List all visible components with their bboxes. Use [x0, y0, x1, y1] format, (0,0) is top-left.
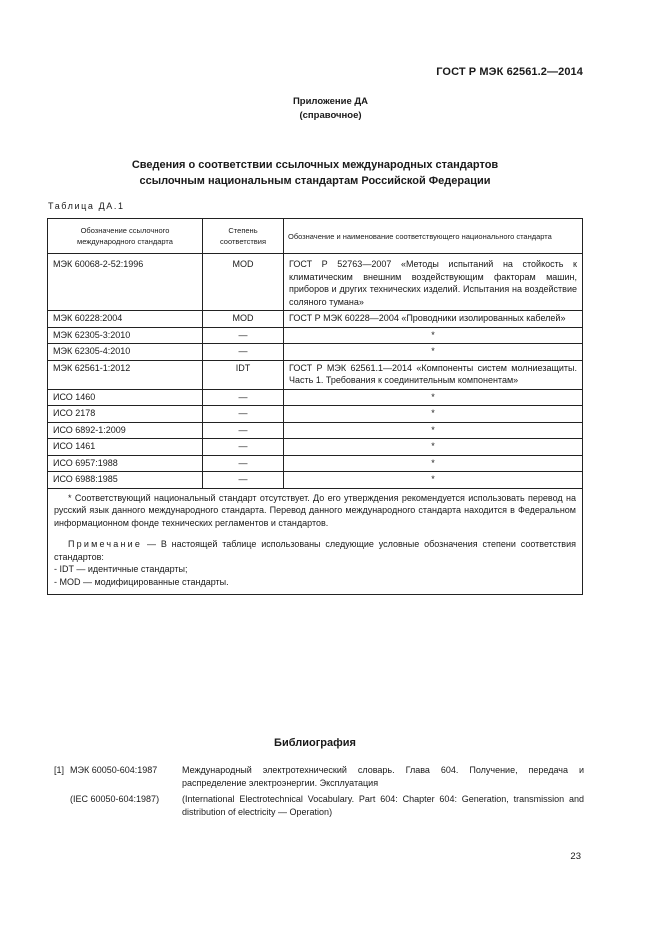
cell-national: *	[284, 406, 583, 423]
cell-degree: MOD	[203, 311, 284, 328]
cell-reference: ИСО 6957:1988	[48, 455, 203, 472]
table-row	[48, 254, 583, 311]
entry-code: МЭК 60050-604:1987	[70, 765, 158, 775]
note-item-idt: - IDT — идентичные стандарты;	[54, 564, 188, 574]
cell-reference: МЭК 60228:2004	[48, 311, 203, 328]
column-header-national: Обозначение и наименование соответствующего национального стандарта	[284, 219, 583, 254]
cell-degree: —	[203, 327, 284, 344]
cell-reference: МЭК 62305-4:2010	[48, 344, 203, 361]
cell-degree: —	[203, 389, 284, 406]
table-row	[48, 472, 583, 489]
cell-degree: —	[203, 472, 284, 489]
cell-reference: ИСО 1460	[48, 389, 203, 406]
table-row	[48, 439, 583, 456]
cell-reference: ИСО 2178	[48, 406, 203, 423]
table-notes	[48, 488, 583, 595]
cell-reference: ИСО 6892-1:2009	[48, 422, 203, 439]
cell-national: *	[284, 439, 583, 456]
cell-reference: МЭК 60068-2-52:1996	[48, 254, 203, 311]
cell-national: ГОСТ Р МЭК 60228—2004 «Проводники изолированных кабелей»	[284, 311, 583, 328]
entry-alt-title: (International Electrotechnical Vocabulary. Part 604: Chapter 604: Generation, transmission and distribution of electricity — Operation)	[182, 794, 584, 817]
table-footnote: * Соответствующий национальный стандарт отсутствует. До его утверждения рекомендуется использовать перевод на русский язык данного международного стандарта. Перевод данного международного стандарта находится в Федеральном информационном фонде технических регламентов и стандартов.	[54, 492, 576, 528]
column-header-degree: Степень соответствия	[203, 219, 284, 254]
cell-national: *	[284, 389, 583, 406]
table-row	[48, 406, 583, 423]
note-label: Примечание	[68, 539, 143, 549]
cell-national: *	[284, 327, 583, 344]
cell-reference: ИСО 1461	[48, 439, 203, 456]
cell-national: *	[284, 455, 583, 472]
annex-title	[0, 95, 661, 123]
annex-heading-line-1: Сведения о соответствии ссылочных международных стандартов	[131, 159, 499, 171]
bibliography-title: Библиография	[274, 737, 356, 749]
note-item-mod: - MOD — модифицированные стандарты.	[54, 576, 229, 587]
cell-national: *	[284, 422, 583, 439]
table-notes-row	[48, 488, 583, 595]
table-caption: Таблица ДА.1	[48, 201, 125, 211]
table-row	[48, 360, 583, 389]
annex-heading-line-2: ссылочным национальным стандартам Российской Федерации	[139, 175, 491, 187]
entry-alt-code: (IEC 60050-604:1987)	[70, 794, 160, 804]
cell-degree: —	[203, 455, 284, 472]
cell-reference: МЭК 62305-3:2010	[48, 327, 203, 344]
standard-designation: ГОСТ Р МЭК 62561.2—2014	[436, 66, 583, 78]
table-row	[48, 344, 583, 361]
bibliography-entry-alt	[54, 793, 584, 818]
entry-title: Международный электротехнический словарь. Глава 604. Получение, передача и распределение электроэнергии. Эксплуатация	[182, 765, 584, 788]
table-row	[48, 389, 583, 406]
bibliography-list	[54, 764, 584, 822]
cell-national: *	[284, 472, 583, 489]
cell-national: ГОСТ Р МЭК 62561.1—2014 «Компоненты систем молниезащиты. Часть 1. Требования к соединительным компонентам»	[284, 360, 583, 389]
cell-reference: МЭК 62561-1:2012	[48, 360, 203, 389]
cell-national: *	[284, 344, 583, 361]
note-text: — В настоящей таблице использованы следующие условные обозначения степени соответствия стандартов:	[54, 539, 576, 562]
table-row	[48, 327, 583, 344]
cell-degree: —	[203, 344, 284, 361]
correspondence-table	[47, 218, 583, 595]
cell-degree: —	[203, 439, 284, 456]
cell-degree: —	[203, 422, 284, 439]
table-header-row	[48, 219, 583, 254]
table-note	[54, 538, 576, 563]
annex-name: Приложение ДА	[292, 96, 369, 107]
table-row	[48, 455, 583, 472]
cell-degree: MOD	[203, 254, 284, 311]
cell-degree: —	[203, 406, 284, 423]
cell-national: ГОСТ Р 52763—2007 «Методы испытаний на стойкость к климатическим внешним воздействующим факторам машин, приборов и других технических изделий. Испытания на воздействие соляного тумана»	[284, 254, 583, 311]
column-header-reference: Обозначение ссылочного международного стандарта	[48, 219, 203, 254]
annex-type: (справочное)	[299, 110, 362, 121]
page-number: 23	[570, 851, 581, 862]
table-row	[48, 422, 583, 439]
cell-reference: ИСО 6988:1985	[48, 472, 203, 489]
bibliography-entry	[54, 764, 584, 789]
table-row	[48, 311, 583, 328]
cell-degree: IDT	[203, 360, 284, 389]
entry-number: [1]	[54, 765, 65, 775]
annex-heading	[0, 157, 630, 189]
